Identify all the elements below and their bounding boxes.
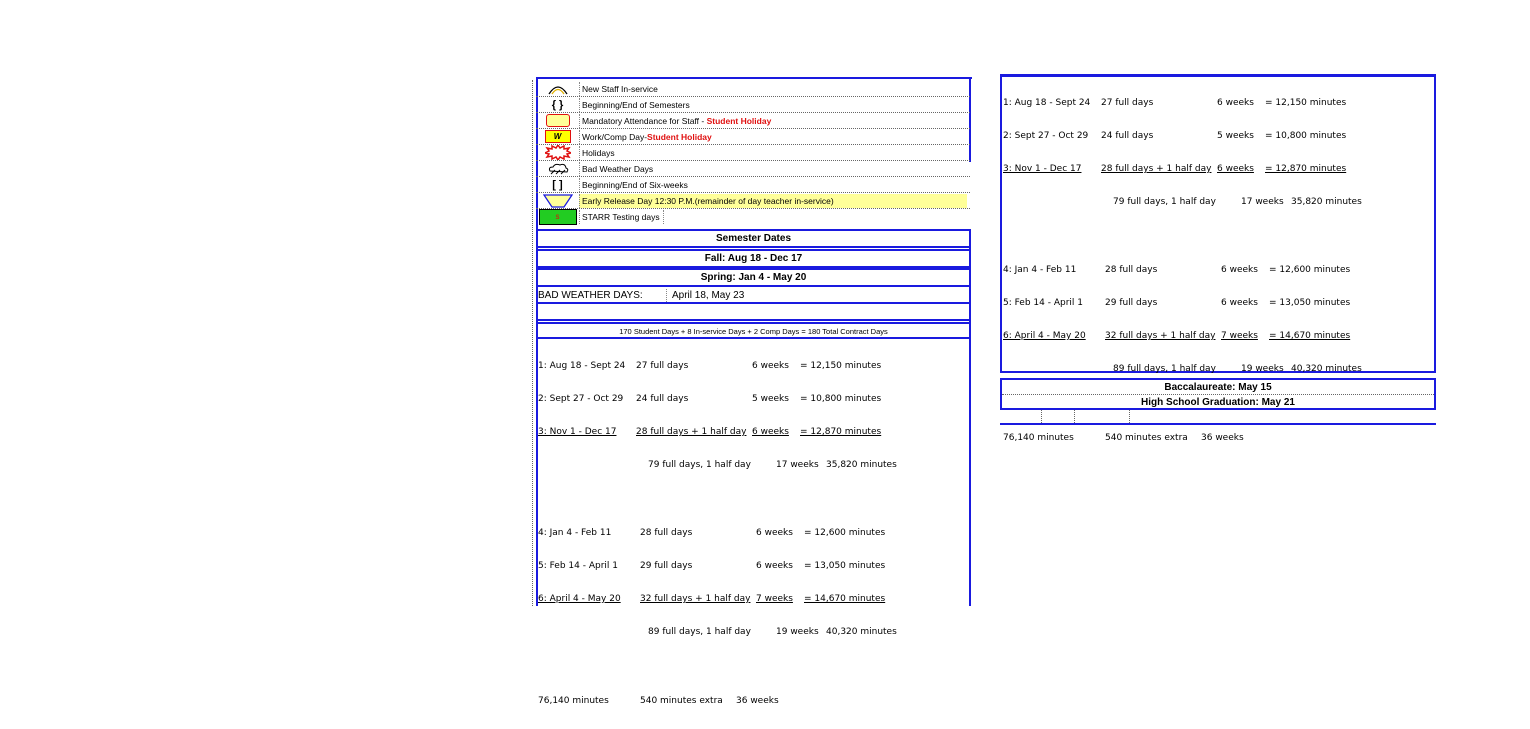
legend-label: STARR Testing days: [579, 210, 664, 224]
legend-item-early-release: [536, 193, 970, 209]
legend-label: Bad Weather Days: [579, 162, 653, 176]
bad-weather-label: BAD WEATHER DAYS:: [538, 290, 643, 301]
legend-item-new-staff: [536, 81, 970, 97]
semester-total: 89 full days, 1 half day 19 weeks 40,320 minutes: [648, 627, 897, 637]
bad-weather-dates: April 18, May 23: [672, 290, 745, 301]
student-holiday-text: Student Holiday: [706, 116, 772, 126]
legend-item-work-comp: [536, 129, 970, 145]
schedule-row: 5: Feb 14 - April 1 29 full days 6 weeks = 13,050 minutes: [1003, 298, 1351, 308]
schedule-row: 5: Feb 14 - April 1 29 full days 6 weeks = 13,050 minutes: [538, 561, 886, 571]
trapezoid-icon: [536, 193, 579, 208]
legend-item-semesters: [536, 97, 970, 113]
semester-total: 79 full days, 1 half day 17 weeks 35,820 minutes: [648, 460, 897, 470]
s-box-icon: s: [536, 209, 579, 224]
schedule-row: 2: Sept 27 - Oct 29 24 full days 5 weeks = 10,800 minutes: [538, 394, 882, 404]
legend-label: Mandatory Attendance for Staff - Student Holiday: [579, 114, 771, 128]
w-box-icon: W: [536, 129, 579, 144]
grand-total: 76,140 minutes 540 minutes extra 36 weeks: [538, 696, 779, 706]
grand-total: 76,140 minutes 540 minutes extra 36 weeks: [1003, 433, 1244, 443]
semester-total: 79 full days, 1 half day 17 weeks 35,820 minutes: [1113, 197, 1362, 207]
schedule-row: 6: April 4 - May 20 32 full days + 1 half day 7 weeks = 14,670 minutes: [1003, 331, 1351, 341]
legend-label: Holidays: [579, 146, 615, 160]
rounded-box-icon: [536, 113, 579, 128]
semester-total: 89 full days, 1 half day 19 weeks 40,320 minutes: [1113, 364, 1362, 374]
schedule-row: 3: Nov 1 - Dec 17 28 full days + 1 half day 6 weeks = 12,870 minutes: [1003, 164, 1347, 174]
arch-icon: [536, 81, 579, 96]
legend-item-mandatory: [536, 113, 970, 129]
legend-item-starr: [536, 209, 970, 224]
baccalaureate: Baccalaureate: May 15: [1002, 380, 1434, 395]
blank-box: [536, 302, 971, 321]
schedule-row: 4: Jan 4 - Feb 11 28 full days 6 weeks = 12,600 minutes: [538, 528, 886, 538]
legend-label: Beginning/End of Semesters: [579, 98, 690, 112]
student-holiday-text: Student Holiday: [647, 132, 712, 142]
legend-label: New Staff In-service: [579, 82, 662, 96]
legend-label: Beginning/End of Six-weeks: [579, 178, 688, 192]
brackets-icon: [ ]: [552, 178, 563, 191]
cloud-icon: [536, 161, 579, 176]
fall-dates: Fall: Aug 18 - Dec 17: [536, 249, 971, 268]
starburst-icon: [536, 145, 579, 160]
schedule-row: 2: Sept 27 - Oct 29 24 full days 5 weeks = 10,800 minutes: [1003, 131, 1347, 141]
schedule-row: 1: Aug 18 - Sept 24 27 full days 6 weeks = 12,150 minutes: [1003, 98, 1347, 108]
braces-icon: { }: [551, 98, 564, 111]
ceremonies-box: [1000, 378, 1436, 410]
graduation: High School Graduation: May 21: [1141, 397, 1295, 408]
legend-item-holidays: [536, 145, 970, 161]
legend-item-bad-weather: [536, 161, 970, 177]
schedule-left: [538, 339, 968, 729]
spring-dates: Spring: Jan 4 - May 20: [536, 268, 971, 287]
schedule-row: 4: Jan 4 - Feb 11 28 full days 6 weeks = 12,600 minutes: [1003, 265, 1351, 275]
schedule-row: 3: Nov 1 - Dec 17 28 full days + 1 half day 6 weeks = 12,870 minutes: [538, 427, 882, 437]
schedule-row: 1: Aug 18 - Sept 24 27 full days 6 weeks = 12,150 minutes: [538, 361, 882, 371]
legend-label: Early Release Day 12:30 P.M.(remainder of day teacher in-service): [579, 194, 967, 208]
semester-dates-title: Semester Dates: [536, 229, 971, 248]
legend-item-six-weeks: [536, 177, 970, 193]
contract-days: 170 Student Days + 8 In-service Days + 2 Comp Days = 180 Total Contract Days: [536, 322, 971, 339]
schedule-row: 6: April 4 - May 20 32 full days + 1 half day 7 weeks = 14,670 minutes: [538, 594, 886, 604]
legend-label: Work/Comp Day-Student Holiday: [579, 130, 712, 144]
